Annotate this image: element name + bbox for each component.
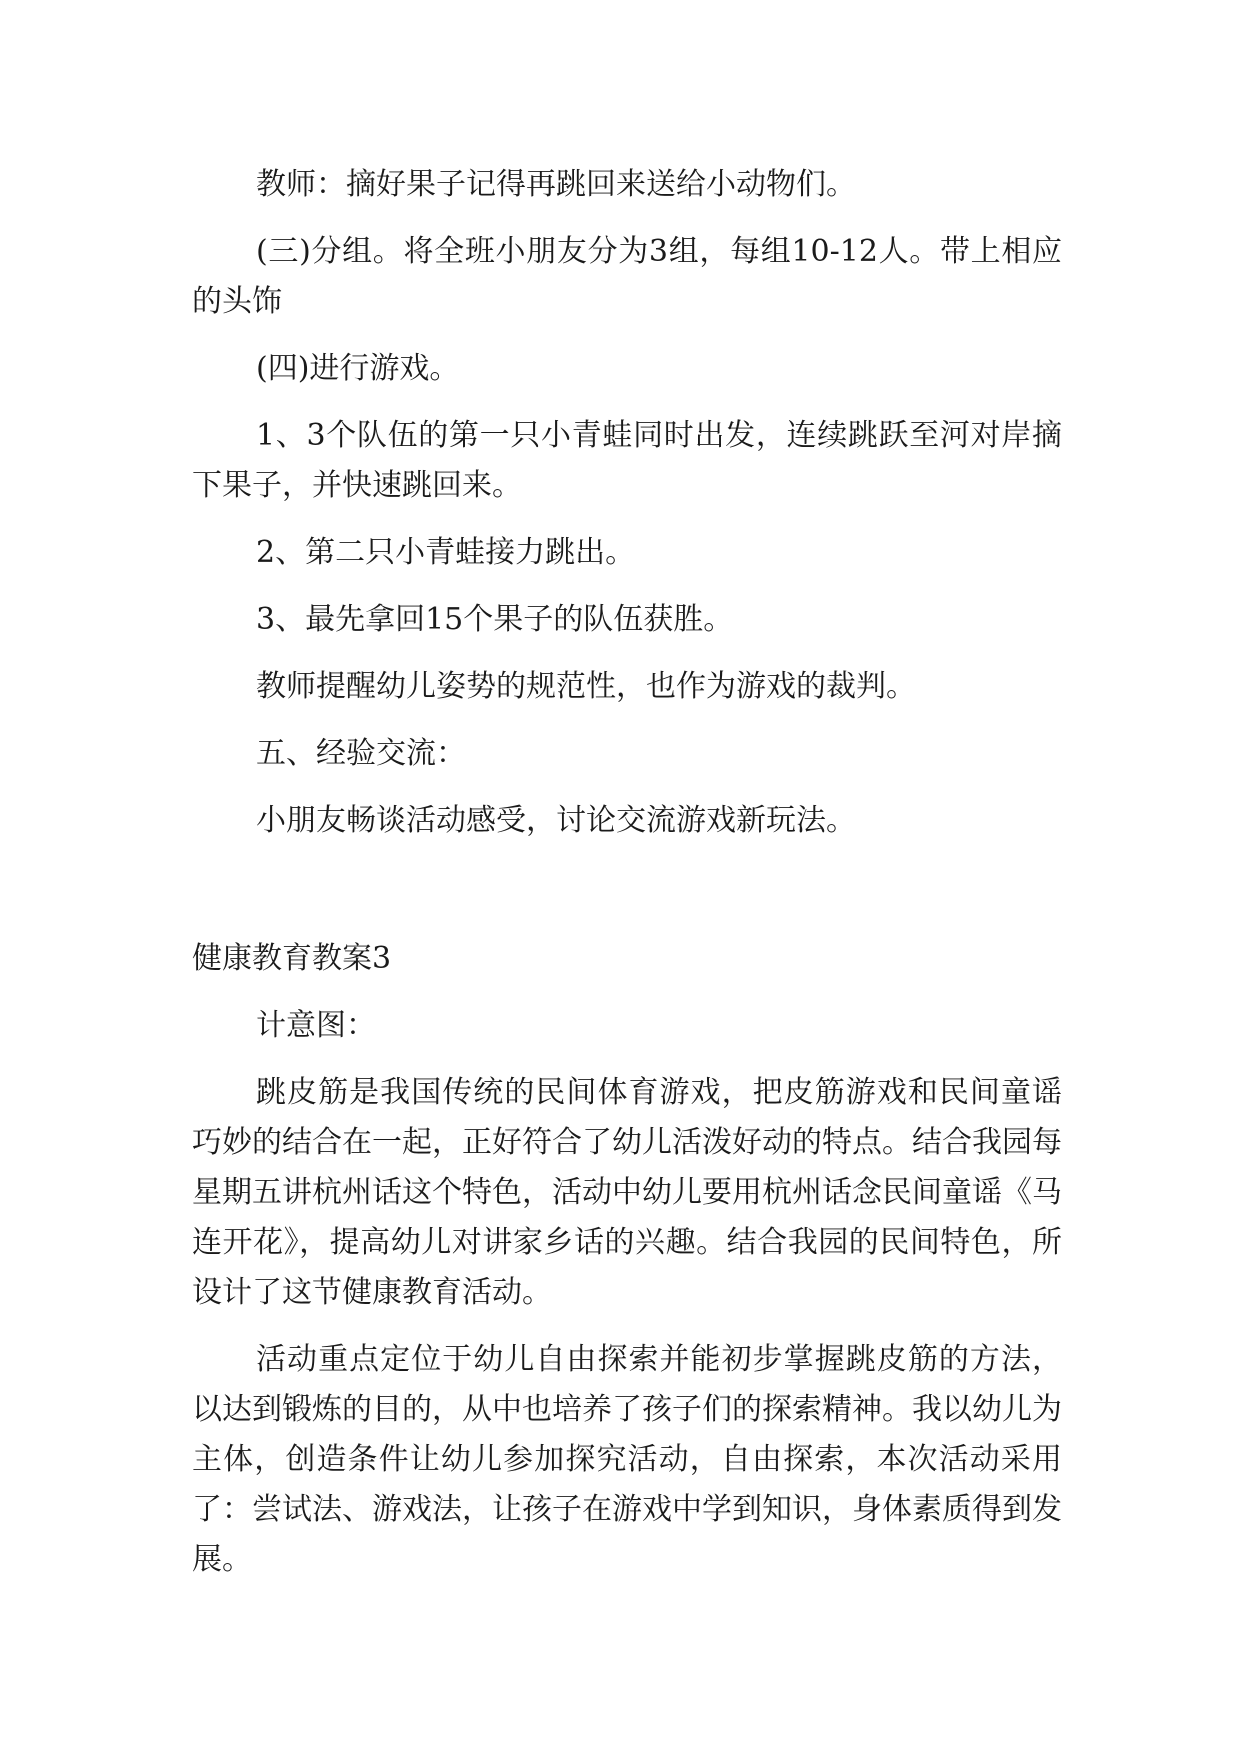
paragraph-step-1: 1、3个队伍的第一只小青蛙同时出发，连续跳跃至河对岸摘下果子，并快速跳回来。 [192, 418, 1062, 503]
paragraph-design-intent-heading: 计意图： [256, 1008, 376, 1043]
paragraph-play-game: (四)进行游戏。 [256, 351, 460, 386]
paragraph-step-2: 2、第二只小青蛙接力跳出。 [256, 535, 636, 570]
paragraph-grouping: (三)分组。将全班小朋友分为3组，每组10-12人。带上相应的头饰 [192, 234, 1062, 319]
paragraph-step-3: 3、最先拿回15个果子的队伍获胜。 [256, 602, 734, 637]
section-title: 健康教育教案3 [192, 941, 392, 976]
paragraph-experience-content: 小朋友畅谈活动感受，讨论交流游戏新玩法。 [256, 803, 856, 838]
paragraph-experience-heading: 五、经验交流： [256, 736, 466, 771]
paragraph-teacher-referee: 教师提醒幼儿姿势的规范性，也作为游戏的裁判。 [256, 669, 916, 704]
paragraph-activity-focus: 活动重点定位于幼儿自由探索并能初步掌握跳皮筋的方法，以达到锻炼的目的，从中也培养了孩子们的探索精神。我以幼儿为主体，创造条件让幼儿参加探究活动，自由探索，本次活动采用了：尝试法、游戏法，让孩子在游戏中学到知识，身体素质得到发展。 [192, 1342, 1062, 1577]
paragraph-design-intent-body: 跳皮筋是我国传统的民间体育游戏，把皮筋游戏和民间童谣巧妙的结合在一起，正好符合了幼儿活泼好动的特点。结合我园每星期五讲杭州话这个特色，活动中幼儿要用杭州话念民间童谣《马连开花》，提高幼儿对讲家乡话的兴趣。结合我园的民间特色，所设计了这节健康教育活动。 [192, 1075, 1062, 1310]
document-body [192, 160, 1062, 1602]
paragraph-teacher-reminder: 教师：摘好果子记得再跳回来送给小动物们。 [256, 167, 856, 202]
